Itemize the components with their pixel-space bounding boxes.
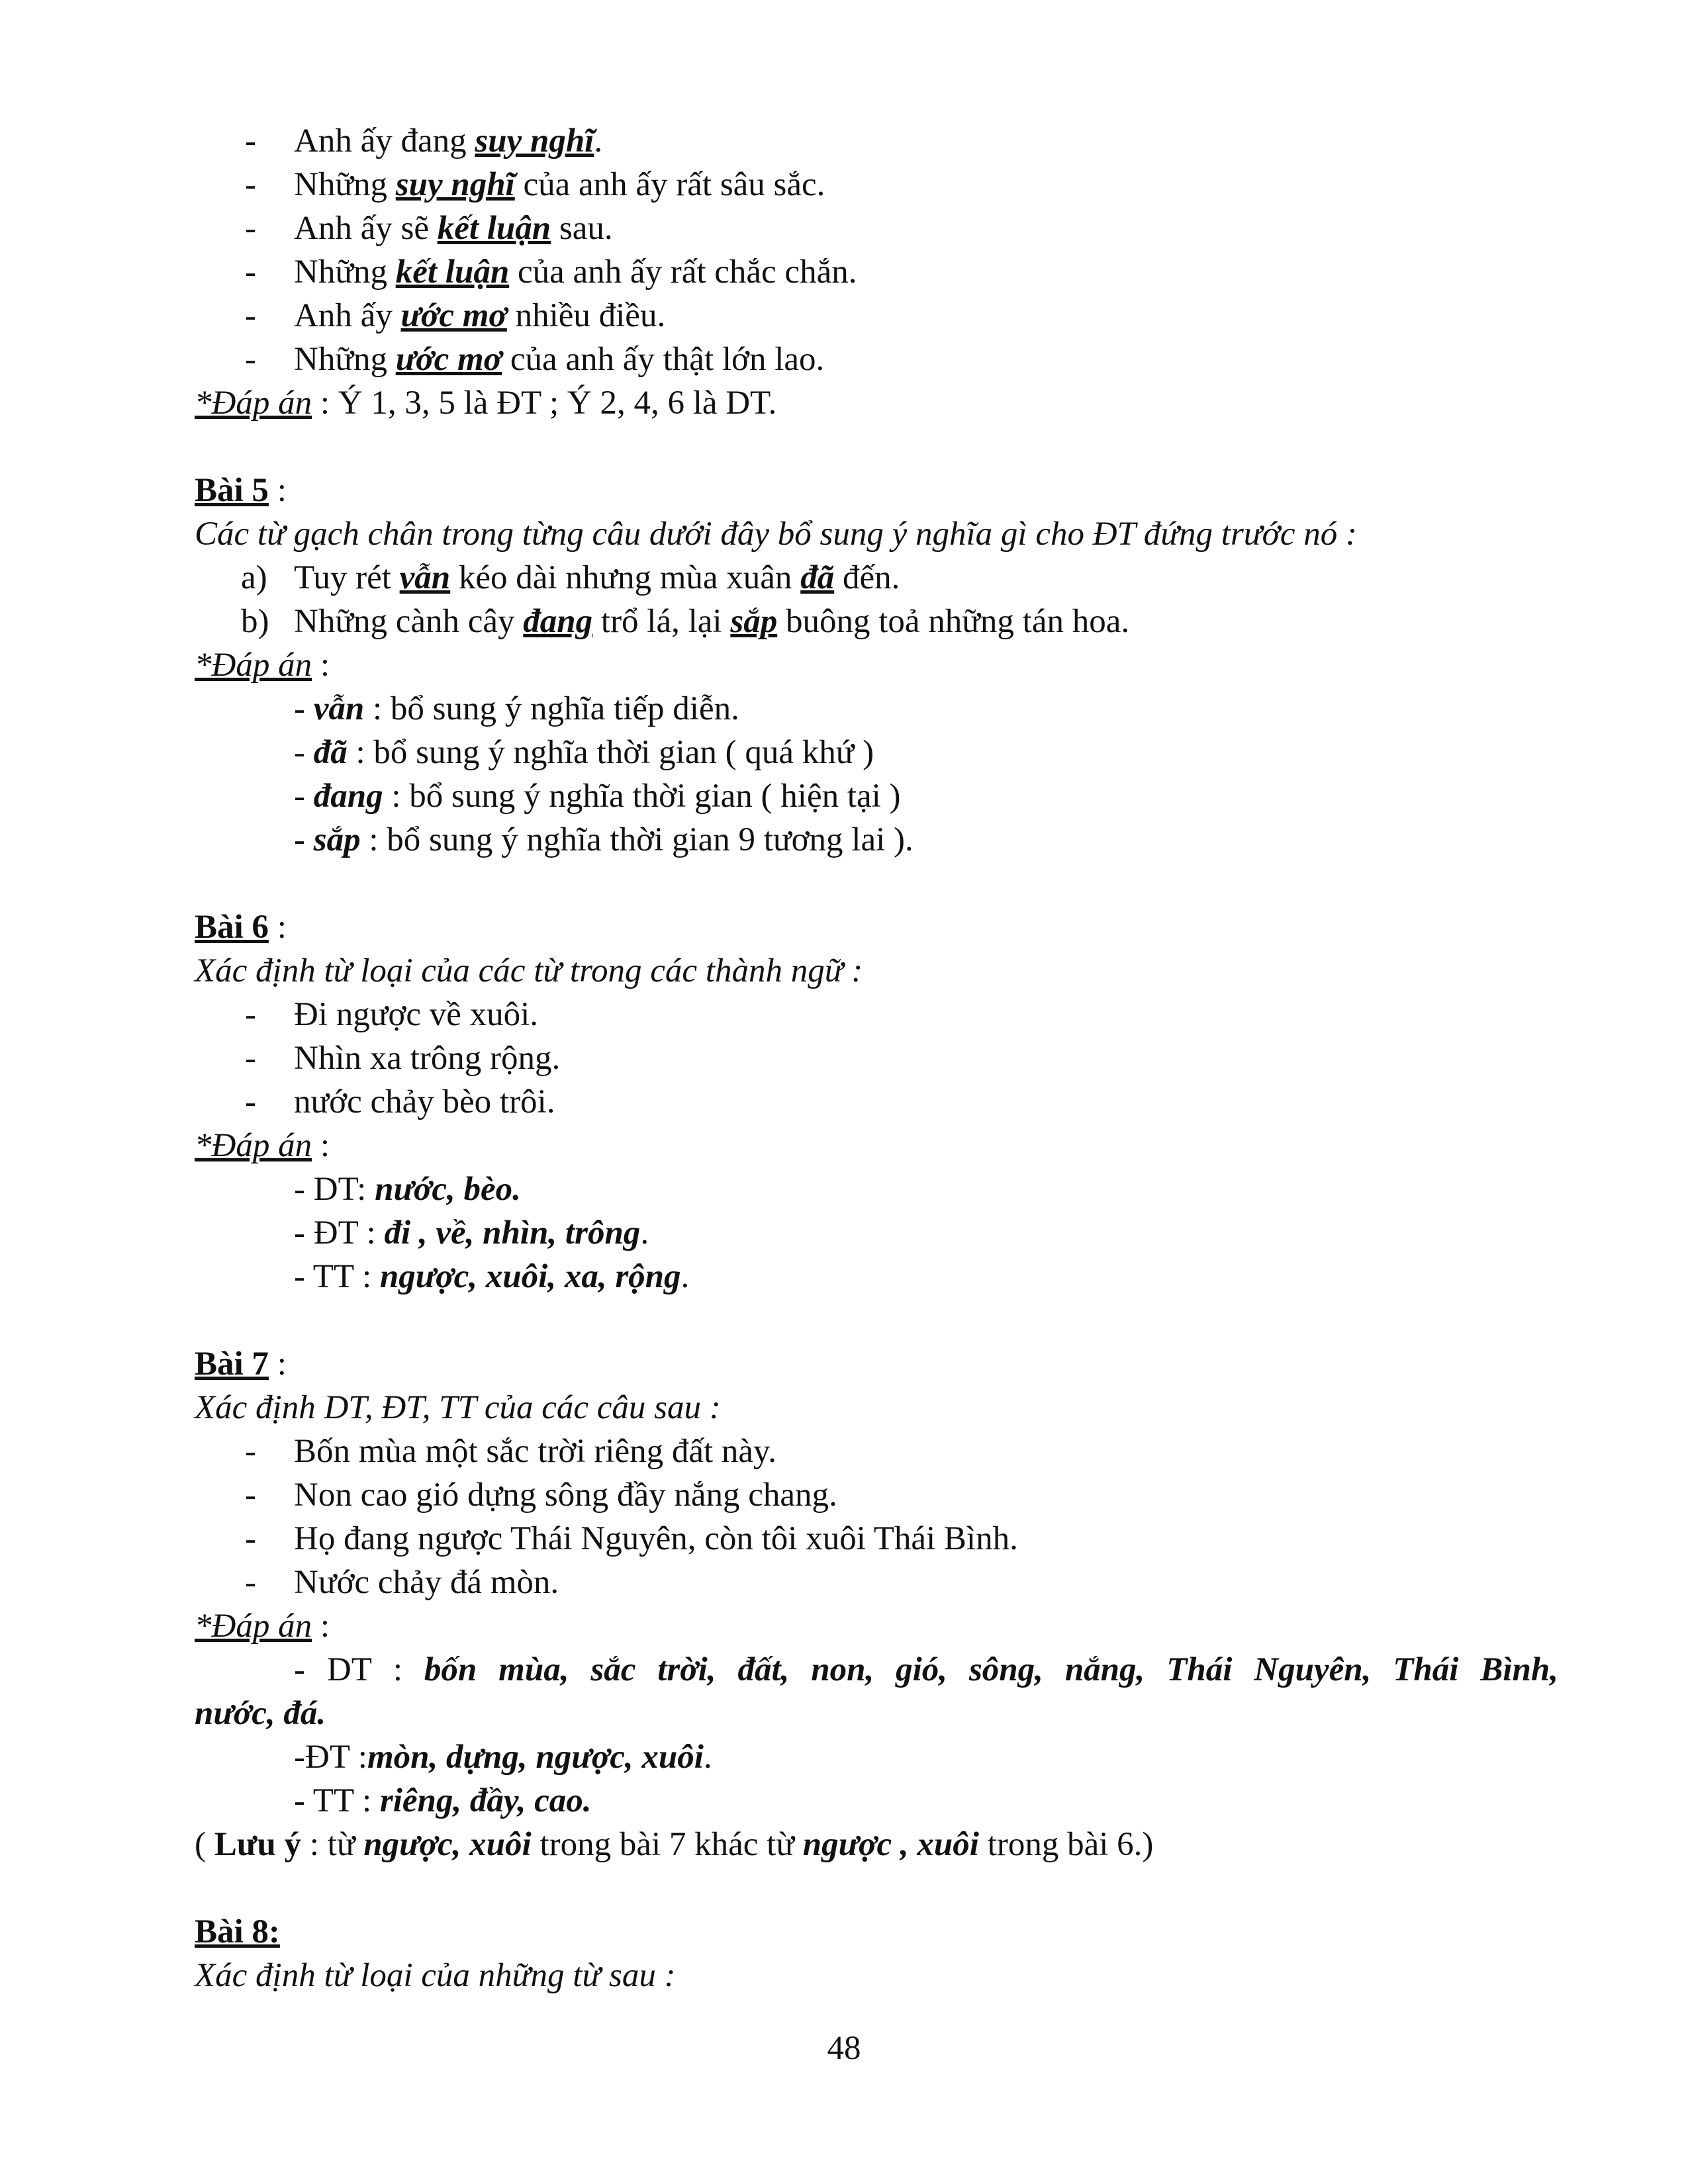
bai6-answers [195, 1167, 1558, 1298]
item-text: của anh ấy thật lớn lao. [502, 341, 825, 378]
item-keyword: vẫn [399, 559, 451, 596]
item-text: Bốn mùa một sắc trời riêng đất này. [294, 1433, 776, 1470]
bai5-list [195, 556, 1558, 643]
item-text: sau. [551, 210, 613, 247]
item-text: Anh ấy đang [294, 122, 475, 159]
item-keyword: ước mơ [395, 341, 502, 378]
bai5-answer [195, 818, 1558, 862]
answer-prefix: - [294, 690, 314, 727]
note-keyword-1: ngược, xuôi [363, 1826, 532, 1863]
dash-marker: - [245, 996, 256, 1033]
answer-prefix: - [294, 821, 314, 858]
item-keyword: suy nghĩ [395, 166, 515, 203]
item-text: của anh ấy rất chắc chắn. [509, 253, 857, 291]
bai7-answer-dt [195, 1648, 1558, 1692]
bai6-colon: : [268, 909, 287, 946]
bai7-answer-tt [195, 1779, 1558, 1823]
bai5-answer [195, 687, 1558, 731]
answer-keyword: đi , về, nhìn, trông [384, 1214, 641, 1251]
item-keyword: kết luận [395, 253, 510, 291]
answer-colon: : [312, 1608, 330, 1645]
answer-label: *Đáp án [195, 1127, 312, 1164]
item-text: kéo dài nhưng mùa xuân [450, 559, 801, 596]
bai5-question: Các từ gạch chân trong từng câu dưới đây bổ sung ý nghĩa gì cho ĐT đứng trước nó : [195, 516, 1357, 553]
answer-text: : bổ sung ý nghĩa tiếp diễn. [364, 690, 739, 727]
item-letter: a) [241, 559, 267, 596]
answer-tt-words: riêng, đầy, cao. [379, 1782, 592, 1819]
bai7-note [195, 1823, 1558, 1866]
dash-marker: - [245, 1433, 256, 1470]
item-text: buông toả những tán hoa. [777, 603, 1130, 640]
answer-dt-words: bốn mùa, sắc trời, đất, non, gió, sông, nắng, Thái Nguyên, Thái Bình, [424, 1651, 1559, 1688]
page-number: 48 [827, 2030, 861, 2067]
answer-text: : bổ sung ý nghĩa thời gian ( hiện tại ) [383, 778, 901, 815]
item-text: trổ lá, lại [592, 603, 731, 640]
dash-marker: - [245, 1040, 256, 1077]
bai6-list [195, 993, 1558, 1124]
dash-marker: - [245, 1477, 256, 1514]
intro-item [195, 294, 1558, 338]
bai5-answer [195, 774, 1558, 818]
bai7-title: Bài 7 [195, 1345, 269, 1383]
answer-label: *Đáp án [195, 385, 312, 422]
bai6-answer [195, 1167, 1558, 1211]
bai6-heading [195, 905, 1558, 949]
item-text: Những [294, 166, 396, 203]
bai7-question: Xác định DT, ĐT, TT của các câu sau : [195, 1389, 721, 1426]
note-open: ( [195, 1826, 214, 1863]
item-text: Những cành cây [294, 603, 524, 640]
bai6-answer [195, 1211, 1558, 1255]
answer-dgt-words: mòn, dựng, ngược, xuôi [367, 1739, 704, 1776]
bai6-question: Xác định từ loại của các từ trong các thành ngữ : [195, 952, 863, 989]
answer-prefix: - ĐT : [294, 1214, 385, 1251]
note-text-3: trong bài 6.) [978, 1826, 1154, 1863]
dash-marker: - [245, 122, 256, 159]
bai7-item [195, 1561, 1558, 1604]
answer-dgt-prefix: -ĐT : [294, 1739, 367, 1776]
bai7-answer-label [195, 1604, 1558, 1648]
item-text: Nhìn xa trông rộng. [294, 1040, 561, 1077]
bai7-colon: : [268, 1345, 287, 1383]
answer-keyword: nước, bèo. [375, 1171, 521, 1208]
bai5-item [195, 556, 1558, 600]
note-text-2: trong bài 7 khác từ [531, 1826, 803, 1863]
item-text: Những [294, 341, 396, 378]
intro-answer-text: : Ý 1, 3, 5 là ĐT ; Ý 2, 4, 6 là DT. [312, 385, 777, 422]
bai5-answers [195, 687, 1558, 862]
bai5-item [195, 600, 1558, 643]
note-text-1: : từ [301, 1826, 364, 1863]
bai7-heading [195, 1342, 1558, 1386]
note-keyword-2: ngược , xuôi [802, 1826, 979, 1863]
dash-marker: - [245, 1520, 256, 1557]
bai7-item [195, 1517, 1558, 1561]
answer-keyword: đang [313, 778, 383, 815]
bai7-list [195, 1430, 1558, 1604]
item-letter: b) [241, 603, 269, 640]
item-keyword: suy nghĩ [475, 122, 594, 159]
item-text: Đi ngược về xuôi. [294, 996, 539, 1033]
bai5-answer [195, 731, 1558, 774]
bai8-heading [195, 1910, 1558, 1954]
answer-text: . [680, 1258, 690, 1295]
answer-keyword: vẫn [313, 690, 365, 727]
answer-keyword: ngược, xuôi, xa, rộng [379, 1258, 681, 1295]
bai8-title: Bài 8: [195, 1913, 280, 1950]
item-text: Họ đang ngược Thái Nguyên, còn tôi xuôi Thái Bình. [294, 1520, 1018, 1557]
dash-marker: - [245, 253, 256, 291]
dash-marker: - [245, 297, 256, 334]
answer-text: . [640, 1214, 649, 1251]
item-text: Non cao gió dựng sông đầy nắng chang. [294, 1477, 837, 1514]
item-text: Nước chảy đá mòn. [294, 1564, 559, 1601]
answer-dt-prefix: - DT : [294, 1651, 424, 1688]
answer-prefix: - [294, 778, 314, 815]
bai6-answer-label [195, 1124, 1558, 1167]
bai5-heading [195, 469, 1558, 512]
answer-colon: : [312, 1127, 330, 1164]
item-text: . [594, 122, 603, 159]
intro-answer [195, 381, 1558, 425]
item-text: Anh ấy sẽ [294, 210, 438, 247]
bai5-title: Bài 5 [195, 472, 269, 509]
dash-marker: - [245, 1564, 256, 1601]
bai6-answer [195, 1255, 1558, 1298]
dash-marker: - [245, 1083, 256, 1120]
bai6-item [195, 993, 1558, 1036]
item-keyword: sắp [730, 603, 778, 640]
bai5-colon: : [268, 472, 287, 509]
intro-item [195, 119, 1558, 163]
intro-item [195, 250, 1558, 294]
item-keyword: đã [800, 559, 835, 596]
bai6-item [195, 1036, 1558, 1080]
answer-label: *Đáp án [195, 647, 312, 684]
item-keyword: đang [523, 603, 593, 640]
bai6-title: Bài 6 [195, 909, 269, 946]
answer-keyword: đã [313, 734, 348, 771]
answer-text: : bổ sung ý nghĩa thời gian ( quá khứ ) [347, 734, 874, 771]
answer-text: : bổ sung ý nghĩa thời gian 9 tương lai ). [360, 821, 914, 858]
item-keyword: ước mơ [400, 297, 507, 334]
answer-keyword: sắp [313, 821, 361, 858]
item-keyword: kết luận [437, 210, 551, 247]
bai8-question: Xác định từ loại của những từ sau : [195, 1957, 676, 1994]
item-text: Tuy rét [294, 559, 400, 596]
answer-prefix: - TT : [294, 1258, 380, 1295]
answer-prefix: - DT: [294, 1171, 375, 1208]
answer-tt-prefix: - TT : [294, 1782, 380, 1819]
item-text: nhiều điều. [506, 297, 666, 334]
bai7-answer-dgt [195, 1735, 1558, 1779]
bai6-item [195, 1080, 1558, 1124]
answer-prefix: - [294, 734, 314, 771]
answer-colon: : [312, 647, 330, 684]
dash-marker: - [245, 166, 256, 203]
intro-item [195, 338, 1558, 381]
bai7-answer-dt-cont: nước, đá. [195, 1695, 326, 1732]
item-text: đến. [834, 559, 900, 596]
intro-item [195, 163, 1558, 206]
answer-label: *Đáp án [195, 1608, 312, 1645]
bai5-answer-label [195, 643, 1558, 687]
item-text: Anh ấy [294, 297, 401, 334]
answer-dgt-end: . [703, 1739, 712, 1776]
bai7-item [195, 1473, 1558, 1517]
dash-marker: - [245, 210, 256, 247]
dash-marker: - [245, 341, 256, 378]
note-label: Lưu ý [214, 1826, 301, 1863]
item-text: của anh ấy rất sâu sắc. [514, 166, 825, 203]
item-text: Những [294, 253, 396, 291]
bai7-item [195, 1430, 1558, 1473]
intro-list [195, 119, 1558, 381]
page-content [195, 119, 1558, 1997]
intro-item [195, 206, 1558, 250]
item-text: nước chảy bèo trôi. [294, 1083, 555, 1120]
